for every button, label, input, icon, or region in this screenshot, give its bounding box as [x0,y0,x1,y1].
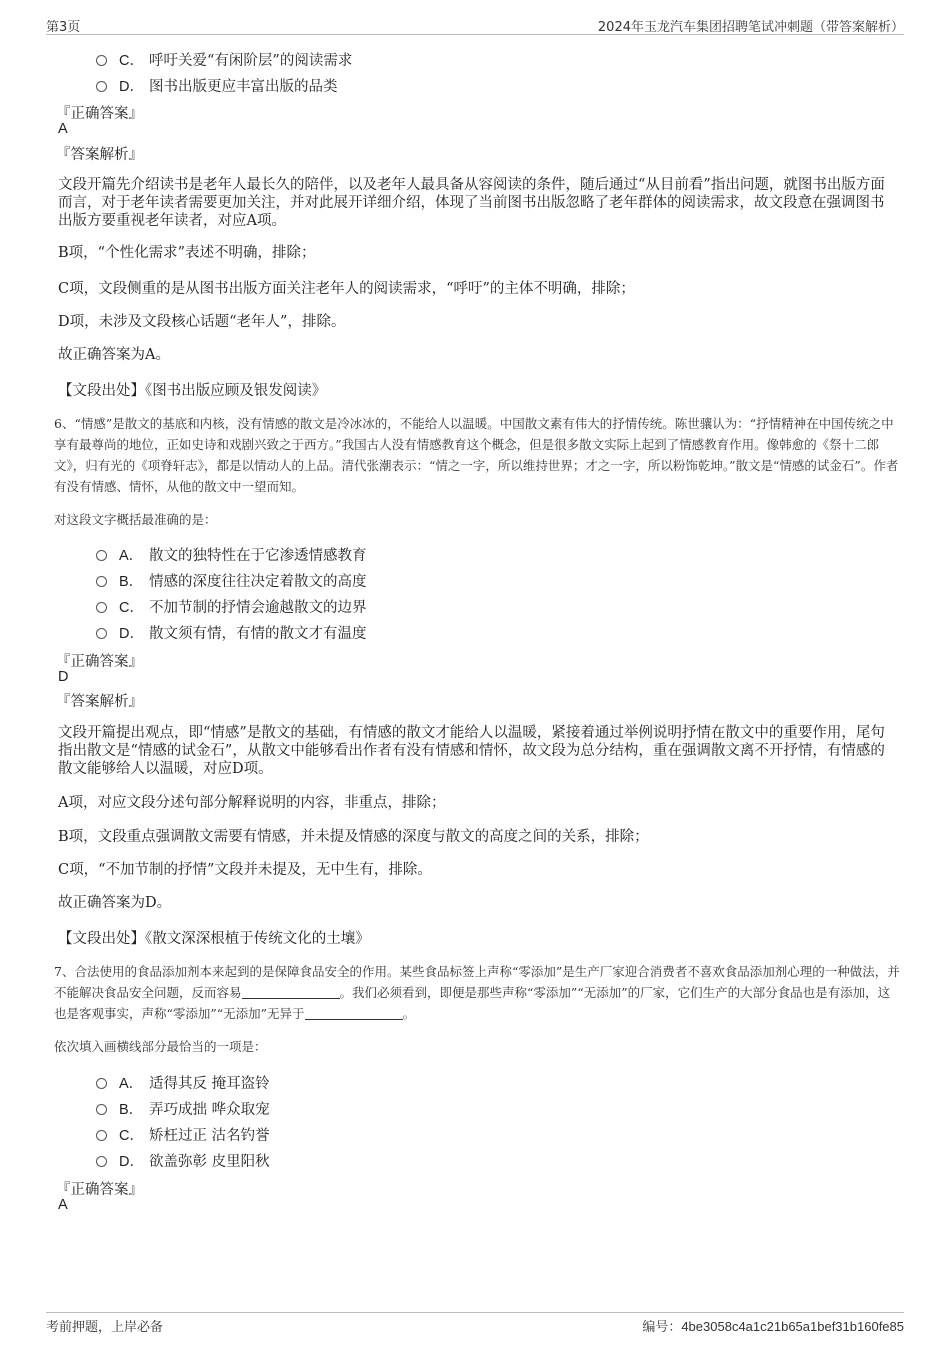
radio-icon[interactable] [96,576,107,587]
radio-icon[interactable] [96,55,107,66]
option-b[interactable]: B． 情感的深度往往决定着散文的高度 [96,570,367,591]
page-header [46,14,904,35]
analysis-paragraph: B项，文段重点强调散文需要有情感，并未提及情感的深度与散文的高度之间的关系，排除； [58,829,649,845]
answer-value: A [58,121,68,137]
option-d[interactable]: D． 散文须有情，有情的散文才有温度 [96,622,367,643]
analysis-paragraph: D项，未涉及文段核心话题“老年人”，排除。 [58,314,346,330]
answer-value: A [58,1197,68,1213]
option-c[interactable]: C． 矫枉过正 沽名钓誉 [96,1124,270,1145]
option-c[interactable]: C． 呼吁关爱“有闲阶层”的阅读需求 [96,49,352,70]
radio-icon[interactable] [96,81,107,92]
analysis-label: 『答案解析』 [56,694,143,710]
footer-slogan: 考前押题，上岸必备 [46,1320,164,1335]
analysis-paragraph: 文段开篇先介绍读书是老年人最长久的陪伴，以及老年人最具备从容阅读的条件，随后通过“从目前看”指出问题，就图书出版方面而言，对于老年读者需要更加关注，并对此展开详细介绍，体现了当前图书出版忽略了老年群体的阅读需求，故文段意在强调图书出版方要重视老年读者，对应A项。 [58,177,885,229]
analysis-paragraph: C项，“不加节制的抒情”文段并未提及，无中生有，排除。 [58,862,432,878]
question-stem: 6、“情感”是散文的基底和内核，没有情感的散文是冷冰冰的，不能给人以温暖。中国散文素有伟大的抒情传统。陈世骧认为：“抒情精神在中国传统之中享有最尊尚的地位，正如史诗和戏剧兴致之于西方。”我国古人没有情感教育这个概念，但是很多散文实际上起到了情感教育作用。像韩愈的《祭十二郎文》，归有光的《项脊轩志》，都是以情动人的上品。清代张潮表示：“情之一字，所以维持世界；才之一字，所以粉饰乾坤。”散文是“情感的试金石”。作者有没有情感、情怀，从他的散文中一望而知。 [54,416,899,494]
radio-icon[interactable] [96,628,107,639]
option-d[interactable]: D． 欲盖弥彰 皮里阳秋 [96,1150,270,1171]
radio-icon[interactable] [96,1156,107,1167]
analysis-conclusion: 故正确答案为A。 [58,347,170,363]
option-a[interactable]: A． 适得其反 掩耳盗铃 [96,1072,270,1093]
radio-icon[interactable] [96,1130,107,1141]
answer-value: D [58,669,69,685]
analysis-paragraph: B项，“个性化需求”表述不明确，排除； [58,245,316,261]
option-a[interactable]: A． 散文的独特性在于它渗透情感教育 [96,544,367,565]
document-id: 编号：4be3058c4a1c21b65a1bef31b160fe85 [642,1319,904,1334]
analysis-conclusion: 故正确答案为D。 [58,895,172,911]
analysis-paragraph: C项，文段侧重的是从图书出版方面关注老年人的阅读需求，“呼吁”的主体不明确，排除； [58,281,635,297]
source-citation: 【文段出处】《散文深深根植于传统文化的土壤》 [58,931,370,947]
question-prompt: 依次填入画横线部分最恰当的一项是： [54,1039,267,1054]
page-number: 第3页 [46,20,81,35]
source-citation: 【文段出处】《图书出版应顾及银发阅读》 [58,383,327,399]
option-b[interactable]: B． 弄巧成拙 哗众取宠 [96,1098,270,1119]
question-prompt: 对这段文字概括最准确的是： [54,512,217,527]
fill-blank [242,987,340,999]
page-footer [46,1312,904,1335]
answer-label: 『正确答案』 [56,106,143,122]
analysis-label: 『答案解析』 [56,147,143,163]
option-c[interactable]: C． 不加节制的抒情会逾越散文的边界 [96,596,367,617]
fill-blank [305,1008,403,1020]
radio-icon[interactable] [96,550,107,561]
option-d[interactable]: D． 图书出版更应丰富出版的品类 [96,75,338,96]
answer-label: 『正确答案』 [56,654,143,670]
radio-icon[interactable] [96,602,107,613]
analysis-paragraph: 文段开篇提出观点，即“情感”是散文的基础，有情感的散文才能给人以温暖，紧接着通过举例说明抒情在散文中的重要作用，尾句指出散文是“情感的试金石”，从散文中能够看出作者有没有情感和情怀，故文段为总分结构，重在强调散文离不开抒情，有情感的散文能够给人以温暖，对应D项。 [58,725,885,777]
document-title: 2024年玉龙汽车集团招聘笔试冲刺题（带答案解析） [597,20,904,35]
radio-icon[interactable] [96,1078,107,1089]
radio-icon[interactable] [96,1104,107,1115]
question-stem: 7、合法使用的食品添加剂本来起到的是保障食品安全的作用。某些食品标签上声称“零添加”是生产厂家迎合消费者不喜欢食品添加剂心理的一种做法，并不能解决食品安全问题，反而容易 。我们必须看到，即便是那些声称“零添加”“无添加”的厂家，它们生产的大部分食品也是有添加，这也是客观事实，声称“零添加”“无添加”无异于 。 [54,964,900,1021]
analysis-paragraph: A项，对应文段分述句部分解释说明的内容，非重点，排除； [58,795,446,811]
answer-label: 『正确答案』 [56,1182,143,1198]
